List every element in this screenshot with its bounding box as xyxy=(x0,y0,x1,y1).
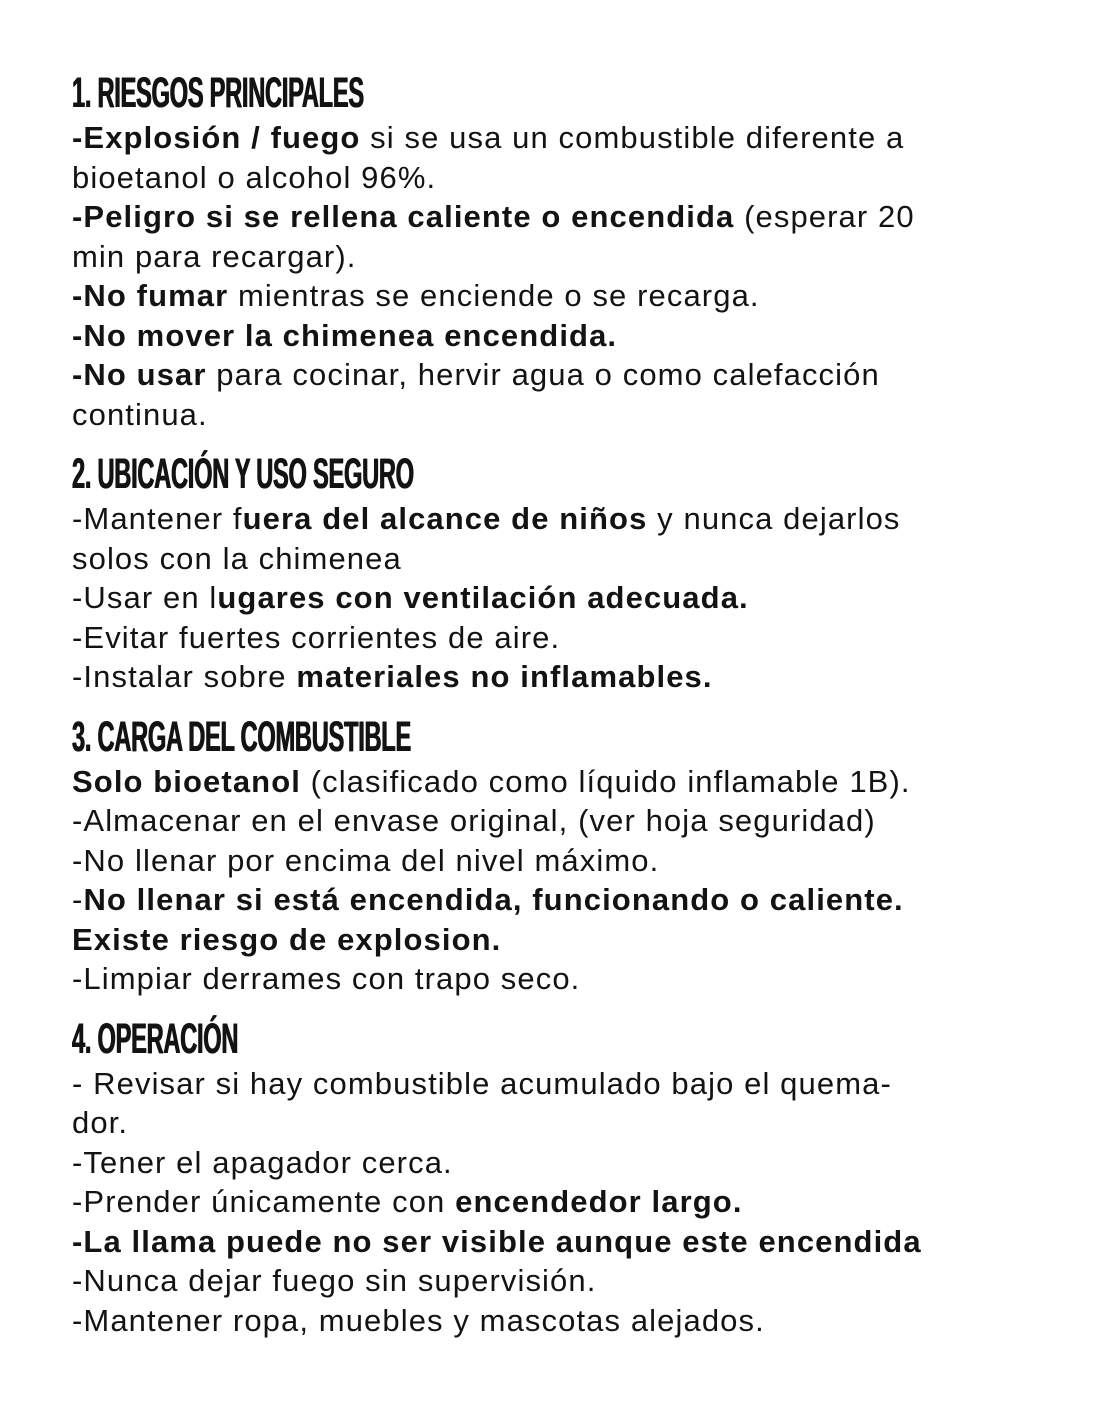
section-heading-text: 1. RIESGOS PRINCIPALES xyxy=(72,69,364,117)
text-run: No llenar si está encendida, funcionando o caliente. xyxy=(83,882,904,917)
instruction-line xyxy=(72,158,1080,198)
text-run: -Mantener ropa, muebles y mascotas alejados. xyxy=(72,1302,765,1338)
text-run: -No fumar xyxy=(72,278,229,313)
text-run: uera del alcance de niños xyxy=(242,501,648,536)
text-run: -Tener el apagador cerca. xyxy=(72,1144,453,1180)
text-run: si se usa un combustible diferente a xyxy=(360,120,905,155)
instruction-line xyxy=(72,118,1080,158)
instruction-line xyxy=(72,1103,1080,1143)
section-heading-text: 3. CARGA DEL COMBUSTIBLE xyxy=(72,712,411,761)
text-run: -La llama puede no ser visible aunque este encendida xyxy=(72,1223,922,1259)
section-heading xyxy=(72,69,1080,117)
instruction-line xyxy=(72,1222,1080,1262)
instruction-line xyxy=(72,197,1080,237)
instruction-line xyxy=(72,1182,1080,1222)
section-heading xyxy=(72,450,1080,498)
text-run: (esperar 20 xyxy=(734,199,915,234)
text-run: Existe riesgo de explosion. xyxy=(72,921,502,957)
text-run: -Prender únicamente con xyxy=(72,1184,456,1219)
instruction-line xyxy=(72,499,1080,539)
section-4 xyxy=(72,1014,1080,1341)
instruction-line xyxy=(72,920,1080,960)
section-heading-text: 4. OPERACIÓN xyxy=(72,1014,239,1063)
section-heading xyxy=(72,712,1080,761)
text-run: y nunca dejarlos xyxy=(647,501,901,536)
instruction-line xyxy=(72,395,1080,435)
instruction-line xyxy=(72,841,1080,881)
instruction-line xyxy=(72,801,1080,841)
text-run: Solo bioetanol xyxy=(72,763,301,799)
text-run: -No usar xyxy=(72,357,207,392)
text-run: encendedor largo. xyxy=(455,1184,743,1219)
instruction-line xyxy=(72,237,1080,277)
text-run: -No llenar por encima del nivel máximo. xyxy=(72,842,660,878)
text-run: para cocinar, hervir agua o como calefacción xyxy=(206,357,880,392)
text-run: ugares con ventilación adecuada. xyxy=(217,580,749,615)
instruction-line xyxy=(72,539,1080,579)
instruction-line xyxy=(72,657,1080,697)
text-run: -Explosión / fuego xyxy=(72,120,361,155)
text-run: materiales no inflamables. xyxy=(296,659,713,694)
text-run: -Almacenar en el envase original, (ver hoja seguridad) xyxy=(72,803,876,838)
text-run: -Limpiar derrames con trapo seco. xyxy=(72,961,581,996)
text-run: mientras se enciende o se recarga. xyxy=(228,278,760,313)
text-run: (clasificado como líquido inflamable 1B). xyxy=(300,763,911,799)
instruction-line xyxy=(72,1143,1080,1183)
section-3 xyxy=(72,712,1080,999)
text-run: -Mantener f xyxy=(72,501,243,536)
text-run: - Revisar si hay combustible acumulado bajo el quema- xyxy=(72,1065,892,1101)
text-run: solos con la chimenea xyxy=(72,540,402,576)
section-2 xyxy=(72,450,1080,697)
text-run: - xyxy=(72,882,84,917)
instruction-line xyxy=(72,618,1080,658)
text-run: -Evitar fuertes corrientes de aire. xyxy=(72,619,561,655)
instruction-line xyxy=(72,1064,1080,1104)
text-run: -Nunca dejar fuego sin supervisión. xyxy=(72,1263,597,1298)
text-run: continua. xyxy=(72,396,208,432)
instruction-line xyxy=(72,355,1080,395)
text-run: -Usar en l xyxy=(72,580,218,615)
text-run: -Instalar sobre xyxy=(72,659,297,694)
text-run: bioetanol o alcohol 96%. xyxy=(72,159,437,195)
instruction-line xyxy=(72,316,1080,356)
text-run: -Peligro si se rellena caliente o encendida xyxy=(72,199,735,234)
text-run: -No mover la chimenea encendida. xyxy=(72,317,618,353)
text-run: min para recargar). xyxy=(72,238,357,274)
instruction-line xyxy=(72,1261,1080,1301)
instruction-line xyxy=(72,1301,1080,1341)
instruction-line xyxy=(72,959,1080,999)
text-run: dor. xyxy=(72,1105,129,1140)
instruction-line xyxy=(72,880,1080,920)
instruction-line xyxy=(72,276,1080,316)
section-heading xyxy=(72,1014,1080,1063)
instruction-line xyxy=(72,578,1080,618)
instruction-line xyxy=(72,762,1080,802)
section-1 xyxy=(72,69,1080,434)
section-heading-text: 2. UBICACIÓN Y USO SEGURO xyxy=(72,450,414,498)
